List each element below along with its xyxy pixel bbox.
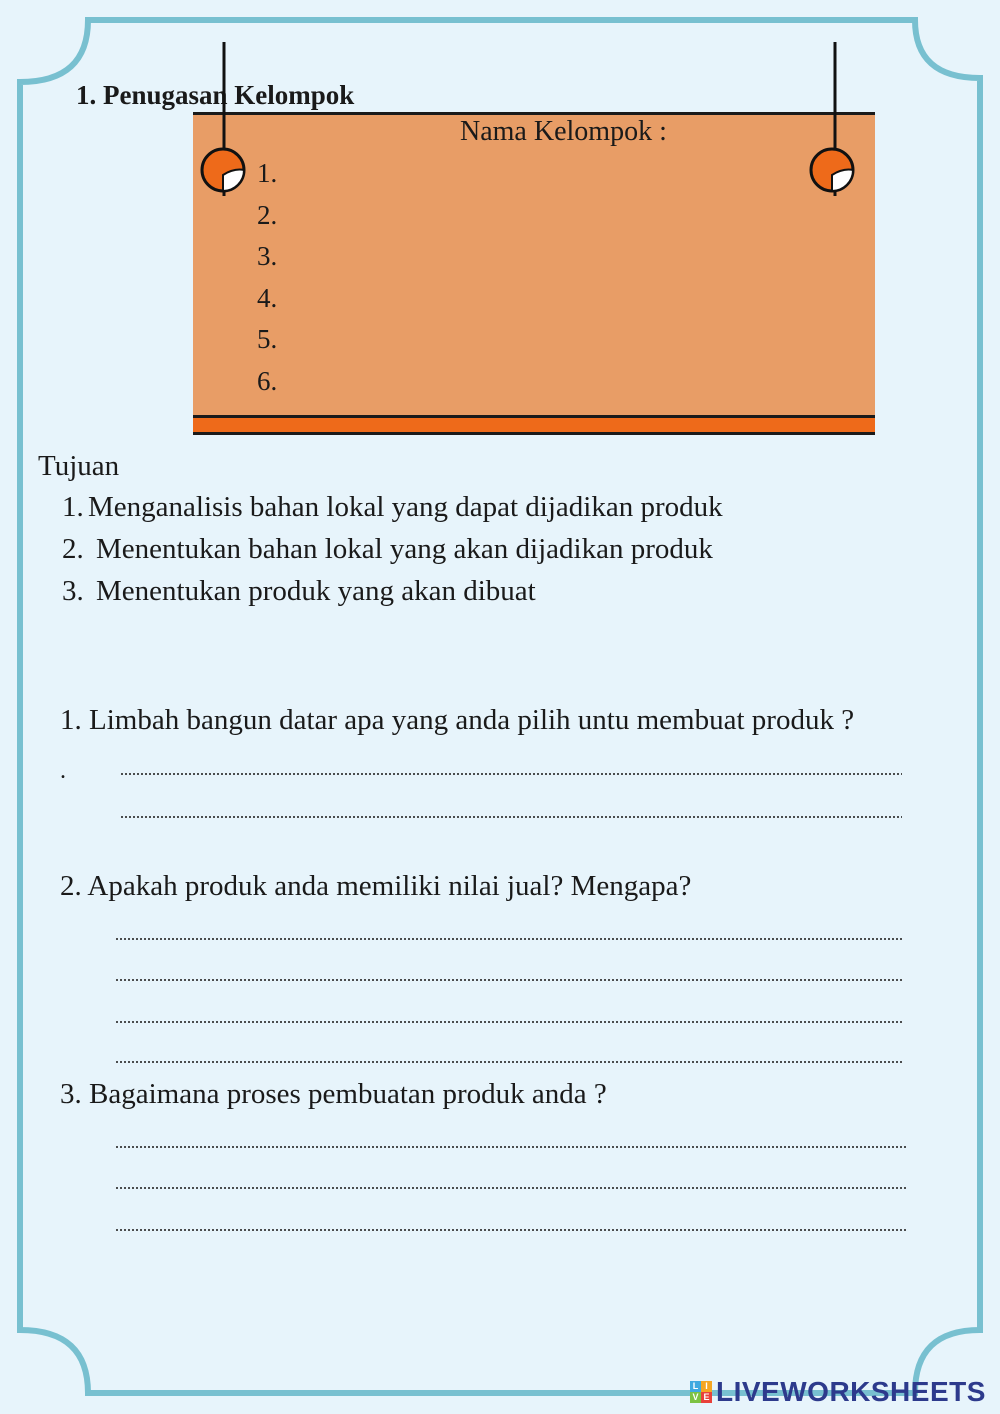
- stray-mark: .: [60, 758, 66, 784]
- member-slot-6: 6.: [257, 366, 278, 396]
- tujuan-label: Tujuan: [38, 450, 120, 482]
- answer-line-3c[interactable]: [115, 1228, 908, 1232]
- tujuan-num-3: 3.: [62, 575, 84, 607]
- board-bottom-strip: [193, 415, 875, 435]
- answer-line-2a[interactable]: [115, 937, 902, 941]
- answer-line-1a[interactable]: [120, 772, 902, 776]
- member-slot-5: 5.: [257, 324, 278, 354]
- tujuan-item-3: Menentukan produk yang akan dibuat: [96, 575, 536, 607]
- answer-line-2b[interactable]: [115, 978, 902, 982]
- question-2: 2. Apakah produk anda memiliki nilai jual? Mengapa?: [60, 870, 692, 902]
- liveworksheets-mark-icon: L I V E: [690, 1381, 712, 1403]
- tujuan-num-2: 2.: [62, 533, 84, 565]
- liveworksheets-wordmark: LIVEWORKSHEETS: [716, 1376, 986, 1407]
- question-3: 3. Bagaimana proses pembuatan produk anda ?: [60, 1078, 607, 1110]
- answer-line-3b[interactable]: [115, 1186, 908, 1190]
- member-slot-1: 1.: [257, 158, 278, 188]
- board-title: Nama Kelompok :: [460, 116, 667, 147]
- liveworksheets-logo: [690, 1372, 995, 1412]
- question-1: 1. Limbah bangun datar apa yang anda pilih untu membuat produk ?: [60, 704, 855, 736]
- tujuan-num-1: 1.: [62, 491, 84, 523]
- page-heading: 1. Penugasan Kelompok: [76, 80, 355, 110]
- answer-line-2c[interactable]: [115, 1020, 902, 1024]
- member-slot-3: 3.: [257, 241, 278, 271]
- tujuan-item-2: Menentukan bahan lokal yang akan dijadikan produk: [96, 533, 713, 565]
- answer-line-3a[interactable]: [115, 1145, 908, 1149]
- member-slot-4: 4.: [257, 283, 278, 313]
- answer-line-2d[interactable]: [115, 1060, 902, 1064]
- answer-line-1b[interactable]: [120, 815, 902, 819]
- tujuan-item-1: Menganalisis bahan lokal yang dapat dijadikan produk: [88, 491, 723, 523]
- member-slot-2: 2.: [257, 200, 278, 230]
- group-name-board: [193, 112, 875, 418]
